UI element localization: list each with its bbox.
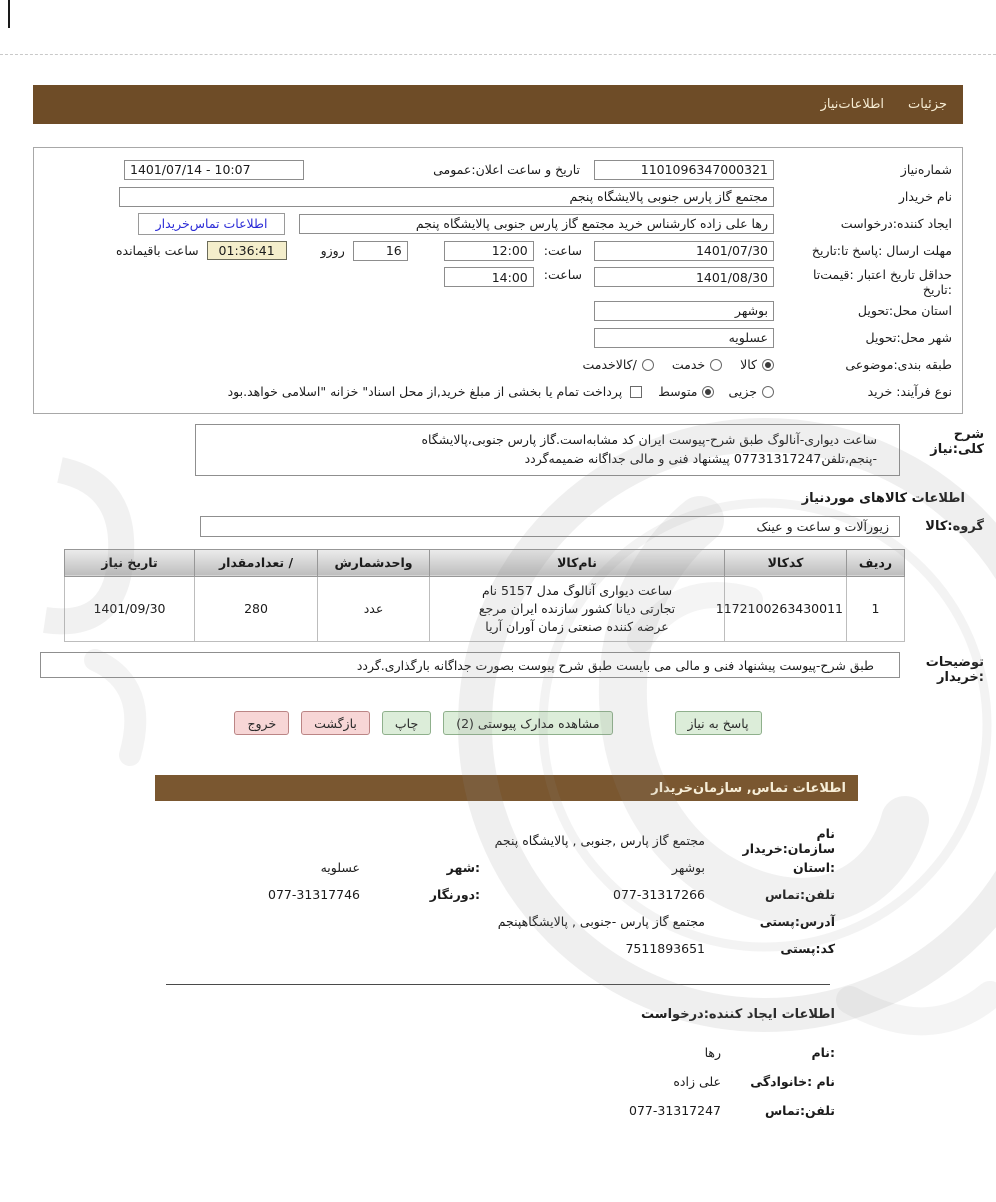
radio-selected-icon[interactable] xyxy=(762,359,774,371)
section-divider xyxy=(166,984,830,985)
radio-icon[interactable] xyxy=(762,386,774,398)
buyer-notes-label xyxy=(900,652,984,685)
buyer-notes-row xyxy=(12,652,984,685)
delivery-city-field[interactable]: عسلویه xyxy=(594,328,774,348)
exit-button[interactable]: خروج xyxy=(234,711,289,735)
announce-label: تاریخ و ساعت اعلان:عمومی xyxy=(433,162,580,177)
creator-first-name-value: رها xyxy=(704,1045,721,1061)
subject-category-label: طبقه بندی:موضوعی xyxy=(845,357,952,372)
table-row xyxy=(65,576,905,641)
delivery-province-field[interactable]: بوشهر xyxy=(594,301,774,321)
buyer-contact-bar: اطلاعات تماس, سازمان‌خریدار xyxy=(155,775,858,801)
category-option-goods[interactable] xyxy=(740,357,774,372)
remaining-timer: 01:36:41 xyxy=(207,241,287,260)
item-name-line-1: ساعت دیواری آنالوگ مدل 5157 نام xyxy=(481,582,673,598)
row-subject-category xyxy=(44,351,952,378)
deadline-hour-label: ساعت: xyxy=(543,243,582,258)
creator-phone-row xyxy=(0,1096,835,1125)
reply-deadline-label: مهلت ارسال :پاسخ تا:تاریخ xyxy=(811,243,952,258)
org-name-row xyxy=(0,827,835,854)
contact-city-value: عسلویه xyxy=(320,860,360,876)
contact-postal-label: کد:پستی xyxy=(780,941,835,957)
header-unit: واحدشمارش xyxy=(318,549,430,576)
reply-deadline-date-field[interactable]: 1401/07/30 xyxy=(594,241,774,261)
creator-phone-value: 077-31317247 xyxy=(629,1103,721,1119)
org-name-value: مجتمع گاز پارس ,جنوبی , پالایشگاه پنجم xyxy=(494,833,705,849)
category-option-goods-label: کالا xyxy=(740,357,757,372)
creator-last-name-label: نام :خانوادگی xyxy=(750,1074,835,1090)
contact-address-label: آدرس:پستی xyxy=(759,914,835,930)
announce-datetime-field[interactable]: 1401/07/14 - 10:07 xyxy=(124,160,304,180)
creator-last-name-value: علی زاده xyxy=(673,1074,721,1090)
contact-fax-value: 077-31317746 xyxy=(268,887,360,903)
buyer-name-field[interactable]: مجتمع گاز پارس جنوبی پالایشگاه پنجم xyxy=(119,187,774,207)
contact-fax-label: :دورنگار xyxy=(429,887,480,903)
need-number-field[interactable]: 1101096347000321 xyxy=(594,160,774,180)
request-creator-label: ایجاد کننده:درخواست xyxy=(840,216,952,231)
radio-icon[interactable] xyxy=(642,359,654,371)
remaining-suffix-label: ساعت باقیمانده xyxy=(115,243,199,258)
price-validity-label-line2: :تاریخ xyxy=(922,282,952,297)
category-option-goods-service-label: /کالاخدمت xyxy=(582,357,637,372)
row-delivery-province xyxy=(44,297,952,324)
top-strip xyxy=(0,0,996,55)
cell-need-date: 1401/09/30 xyxy=(65,576,195,641)
print-button[interactable]: چاپ xyxy=(382,711,431,735)
tab-bar xyxy=(33,85,963,124)
contact-phone-value: 077-31317266 xyxy=(613,887,705,903)
contact-city-label: :شهر xyxy=(446,860,480,876)
process-option-minor[interactable] xyxy=(728,384,774,399)
cell-quantity: 280 xyxy=(195,576,318,641)
creator-first-name-row xyxy=(0,1038,835,1067)
goods-group-row xyxy=(12,516,984,537)
row-buyer-name xyxy=(44,183,952,210)
description-line-1: ساعت دیواری-آنالوگ طبق شرح-پیوست ایران کد مشابه‌است.گاز پارس جنوبی،پالایشگاه xyxy=(421,432,877,447)
view-attachments-button[interactable]: مشاهده مدارک پیوستی (2) xyxy=(443,711,612,735)
reply-deadline-time-field[interactable]: 12:00 xyxy=(444,241,534,261)
buyer-notes-label-line1: توضیحات xyxy=(925,655,984,671)
general-description-row xyxy=(12,424,984,476)
header-item-name: نام‌کالا xyxy=(430,549,725,576)
category-option-service[interactable] xyxy=(672,357,722,372)
address-row xyxy=(0,908,835,935)
price-validity-time-field[interactable]: 14:00 xyxy=(444,267,534,287)
delivery-province-label: استان محل:تحویل xyxy=(857,303,952,318)
row-reply-deadline xyxy=(44,237,952,264)
row-price-validity xyxy=(44,264,952,297)
need-number-label: شماره‌نیاز xyxy=(900,162,952,177)
delivery-city-label: شهر محل:تحویل xyxy=(865,330,952,345)
cell-item-code: 1172100263430011 xyxy=(725,576,847,641)
days-suffix-label: روزو xyxy=(320,243,345,258)
radio-icon[interactable] xyxy=(710,359,722,371)
creator-last-name-row xyxy=(0,1067,835,1096)
contact-province-value: بوشهر xyxy=(671,860,705,876)
header-quantity: / تعدادمقدار xyxy=(195,549,318,576)
creator-phone-label: تلفن:تماس xyxy=(764,1103,835,1119)
need-form xyxy=(33,147,963,414)
treasury-note: پرداخت تمام یا بخشی از مبلغ خرید,از محل اسناد" خزانه "اسلامی خواهد.بود xyxy=(227,384,623,399)
validity-hour-label: ساعت: xyxy=(543,267,582,282)
row-need-number xyxy=(44,156,952,183)
item-name-line-3: عرضه کننده صنعتی زمان آوران آریا xyxy=(485,619,669,634)
action-buttons xyxy=(0,711,996,735)
process-option-medium[interactable] xyxy=(658,384,714,399)
goods-group-field[interactable]: زیورآلات و ساعت و عینک xyxy=(200,516,900,537)
org-name-label: نام سازمان:خریدار xyxy=(742,825,835,856)
goods-section-title: اطلاعات کالاهای موردنیاز xyxy=(801,490,965,506)
description-line-2: -پنجم،تلفن07731317247 پیشنهاد فنی و مالی جداگانه ضمیمه‌گردد xyxy=(524,451,877,467)
tab-details[interactable]: جزئیات xyxy=(908,97,947,112)
goods-table xyxy=(64,549,905,642)
treasury-checkbox[interactable] xyxy=(630,386,642,398)
category-option-service-label: خدمت xyxy=(671,357,706,372)
row-delivery-city xyxy=(44,324,952,351)
row-request-creator xyxy=(44,210,952,237)
process-type-label: نوع فرآیند: خرید xyxy=(867,384,952,399)
postal-code-row xyxy=(0,935,835,962)
back-button[interactable]: بازگشت xyxy=(301,711,370,735)
item-name-line-2: تجارتی دیانا کشور سازنده ایران مرجع xyxy=(478,600,676,616)
cell-item-name xyxy=(430,576,725,641)
buyer-notes-field[interactable]: طبق شرح-پیوست پیشنهاد فنی و مالی می بایست طبق شرح پیوست بصورت جداگانه بارگذاری.گردد xyxy=(40,652,900,678)
process-option-medium-label: متوسط xyxy=(658,384,698,399)
contact-address-value: مجتمع گاز پارس -جنوبی , پالایشگاهپنجم xyxy=(497,914,705,930)
general-description-box[interactable] xyxy=(195,424,900,476)
header-need-date: تاریخ نیاز xyxy=(65,549,195,576)
category-option-goods-service[interactable] xyxy=(582,357,653,372)
reply-to-need-button[interactable]: پاسخ به نیاز xyxy=(675,711,762,735)
request-creator-field[interactable]: رها علی زاده کارشناس خرید مجتمع گاز پارس جنوبی پالایشگاه پنجم xyxy=(299,214,774,234)
general-description-label: شرح کلی:نیاز xyxy=(930,427,984,457)
cell-unit: عدد xyxy=(318,576,430,641)
price-validity-label xyxy=(774,267,952,297)
contact-postal-value: 7511893651 xyxy=(625,941,705,957)
cell-row-index: 1 xyxy=(847,576,905,641)
buyer-name-label: نام خریدار xyxy=(898,189,952,204)
goods-table-header-row xyxy=(65,549,905,576)
buyer-contact-link[interactable]: اطلاعات تماس‌خریدار xyxy=(138,213,285,235)
radio-selected-icon[interactable] xyxy=(702,386,714,398)
tab-need-info[interactable]: اطلاعات‌نیاز xyxy=(820,97,885,112)
goods-group-label: گروه:کالا xyxy=(925,518,984,534)
phone-fax-row xyxy=(0,881,835,908)
price-validity-label-line1: حداقل تاریخ اعتبار :قیمت‌تا xyxy=(812,267,952,282)
buyer-notes-label-line2: :خریدار xyxy=(937,670,984,686)
creator-first-name-label: :نام xyxy=(811,1045,835,1061)
header-row-index: ردیف xyxy=(847,549,905,576)
remaining-days-field[interactable]: 16 xyxy=(353,241,408,261)
province-city-row xyxy=(0,854,835,881)
price-validity-date-field[interactable]: 1401/08/30 xyxy=(594,267,774,287)
process-option-minor-label: جزیی xyxy=(728,384,757,399)
contact-phone-label: تلفن:تماس xyxy=(764,887,835,903)
header-item-code: کدکالا xyxy=(725,549,847,576)
top-left-tick xyxy=(8,0,10,28)
row-process-type xyxy=(44,378,952,405)
creator-section-title: اطلاعات ایجاد کننده:درخواست xyxy=(641,1007,835,1023)
contact-province-label: :استان xyxy=(792,860,835,876)
